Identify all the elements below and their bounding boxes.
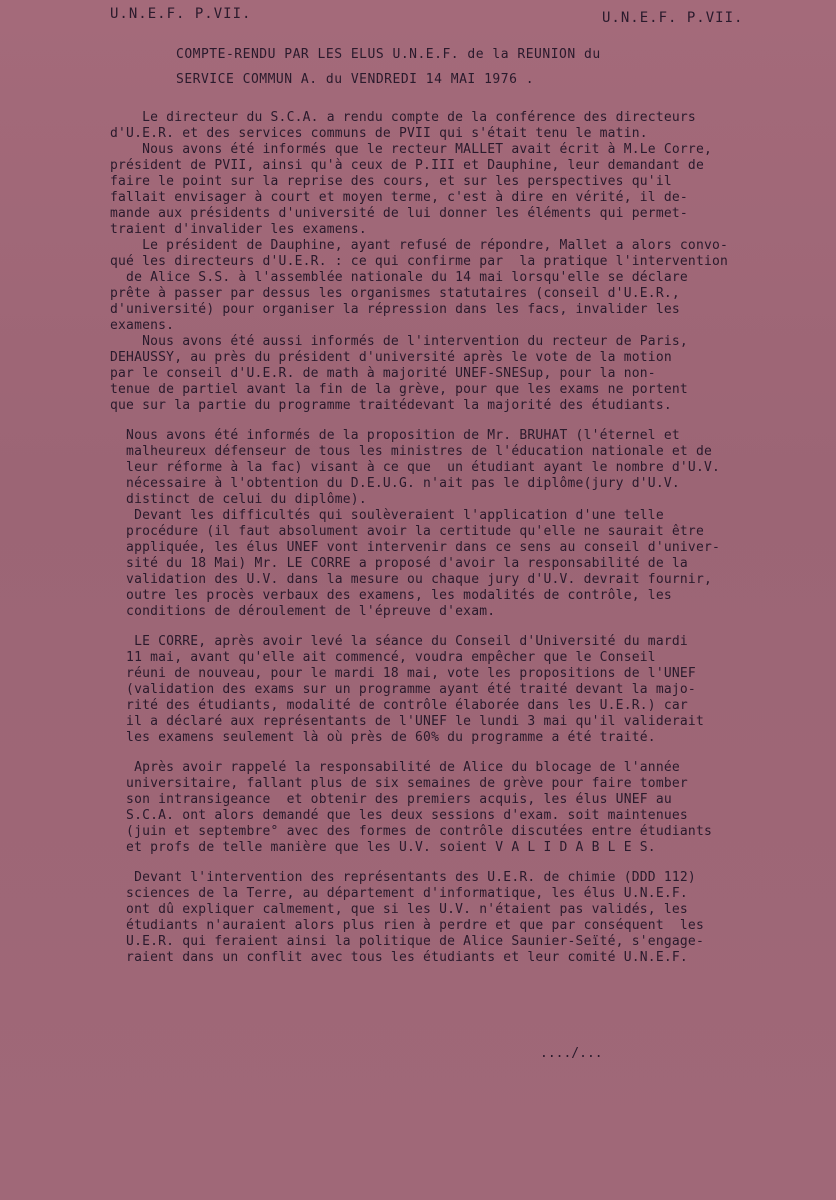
text-line: raient dans un conflit avec tous les étudiants et leur comité U.N.E.F. [110,950,688,965]
text-line: Devant l'intervention des représentants des U.E.R. de chimie (DDD 112) [110,870,696,885]
text-line: qué les directeurs d'U.E.R. : ce qui confirme par la pratique l'intervention [110,254,729,269]
paragraph-gap [110,414,772,428]
text-line: il a déclaré aux représentants de l'UNEF le lundi 3 mai qu'il validerait [110,714,704,729]
text-line: président de PVII, ainsi qu'à ceux de P.III et Dauphine, leur demandant de [110,158,704,173]
paragraph [110,634,772,746]
text-line: fallait envisager à court et moyen terme, c'est à dire en vérité, il de- [110,190,688,205]
text-line: les examens seulement là où près de 60% du programme a été traité. [110,730,656,745]
text-line: distinct de celui du diplôme). [110,492,367,507]
text-line: appliquée, les élus UNEF vont intervenir dans ce sens au conseil d'univer- [110,540,721,555]
text-line: nécessaire à l'obtention du D.E.U.G. n'ait pas le diplôme(jury d'U.V. [110,476,680,491]
title-line-2: SERVICE COMMUN A. du VENDREDI 14 MAI 1976 . [176,72,535,87]
text-line: validation des U.V. dans la mesure ou chaque jury d'U.V. devrait fournir, [110,572,712,587]
text-line: outre les procès verbaux des examens, les modalités de contrôle, les [110,588,672,603]
paragraph [110,428,772,620]
document-title [176,42,601,92]
text-line: S.C.A. ont alors demandé que les deux sessions d'exam. soit maintenues [110,808,688,823]
text-line: Nous avons été aussi informés de l'intervention du recteur de Paris, [110,334,688,349]
text-line: son intransigeance et obtenir des premiers acquis, les élus UNEF au [110,792,672,807]
text-line: DEHAUSSY, au près du président d'université après le vote de la motion [110,350,672,365]
text-line: Après avoir rappelé la responsabilité de Alice du blocage de l'année [110,760,680,775]
text-line: étudiants n'auraient alors plus rien à perdre et que par conséquent les [110,918,704,933]
text-line: tenue de partiel avant la fin de la grève, pour que les exams ne portent [110,382,688,397]
text-line: malheureux défenseur de tous les ministres de l'éducation nationale et de [110,444,712,459]
text-line: ont dû expliquer calmement, que si les U.V. n'étaient pas validés, les [110,902,688,917]
text-line: faire le point sur la reprise des cours, et sur les perspectives qu'il [110,174,672,189]
text-line: (juin et septembre° avec des formes de contrôle discutées entre étudiants [110,824,712,839]
text-line: d'université) pour organiser la répression dans les facs, invalider les [110,302,680,317]
paragraph-gap [110,746,772,760]
text-line: d'U.E.R. et des services communs de PVII qui s'était tenu le matin. [110,126,648,141]
text-line: U.E.R. qui feraient ainsi la politique de Alice Saunier-Seïté, s'engage- [110,934,704,949]
text-line: procédure (il faut absolument avoir la certitude qu'elle ne saurait être [110,524,704,539]
header-left: U.N.E.F. P.VII. [110,6,252,22]
text-line: prête à passer par dessus les organismes statutaires (conseil d'U.E.R., [110,286,680,301]
text-line: sciences de la Terre, au département d'informatique, les élus U.N.E.F. [110,886,688,901]
paragraph-gap [110,856,772,870]
text-line: sité du 18 Mai) Mr. LE CORRE a proposé d'avoir la responsabilité de la [110,556,688,571]
text-line: Le président de Dauphine, ayant refusé de répondre, Mallet a alors convo- [110,238,729,253]
text-line: Le directeur du S.C.A. a rendu compte de la conférence des directeurs [110,110,696,125]
paragraph-gap [110,620,772,634]
text-line: par le conseil d'U.E.R. de math à majorité UNEF-SNESup, pour la non- [110,366,656,381]
text-line: Nous avons été informés de la proposition de Mr. BRUHAT (l'éternel et [110,428,680,443]
text-line: rité des étudiants, modalité de contrôle élaborée dans les U.E.R.) car [110,698,688,713]
paragraph [110,760,772,856]
paragraph [110,334,772,414]
text-line: LE CORRE, après avoir levé la séance du Conseil d'Université du mardi [110,634,688,649]
paragraph [110,870,772,966]
title-line-1: COMPTE-RENDU PAR LES ELUS U.N.E.F. de la REUNION du [176,47,601,62]
text-line: Devant les difficultés qui soulèveraient l'application d'une telle [110,508,664,523]
continuation-mark: ..../... [540,1046,603,1061]
text-line: Nous avons été informés que le recteur MALLET avait écrit à M.Le Corre, [110,142,712,157]
text-line: et profs de telle manière que les U.V. soient V A L I D A B L E S. [110,840,656,855]
paragraph [110,110,772,334]
header-right: U.N.E.F. P.VII. [602,10,744,26]
text-line: que sur la partie du programme traitédevant la majorité des étudiants. [110,398,672,413]
text-line: leur réforme à la fac) visant à ce que un étudiant ayant le nombre d'U.V. [110,460,721,475]
text-line: 11 mai, avant qu'elle ait commencé, voudra empêcher que le Conseil [110,650,656,665]
text-line: conditions de déroulement de l'épreuve d'exam. [110,604,496,619]
text-line: (validation des exams sur un programme ayant été traité devant la majo- [110,682,696,697]
text-line: universitaire, fallant plus de six semaines de grève pour faire tomber [110,776,688,791]
document-body [110,110,772,966]
text-line: examens. [110,318,175,333]
text-line: réuni de nouveau, pour le mardi 18 mai, vote les propositions de l'UNEF [110,666,696,681]
text-line: mande aux présidents d'université de lui donner les éléments qui permet- [110,206,688,221]
text-line: traient d'invalider les examens. [110,222,367,237]
text-line: de Alice S.S. à l'assemblée nationale du 14 mai lorsqu'elle se déclare [110,270,688,285]
